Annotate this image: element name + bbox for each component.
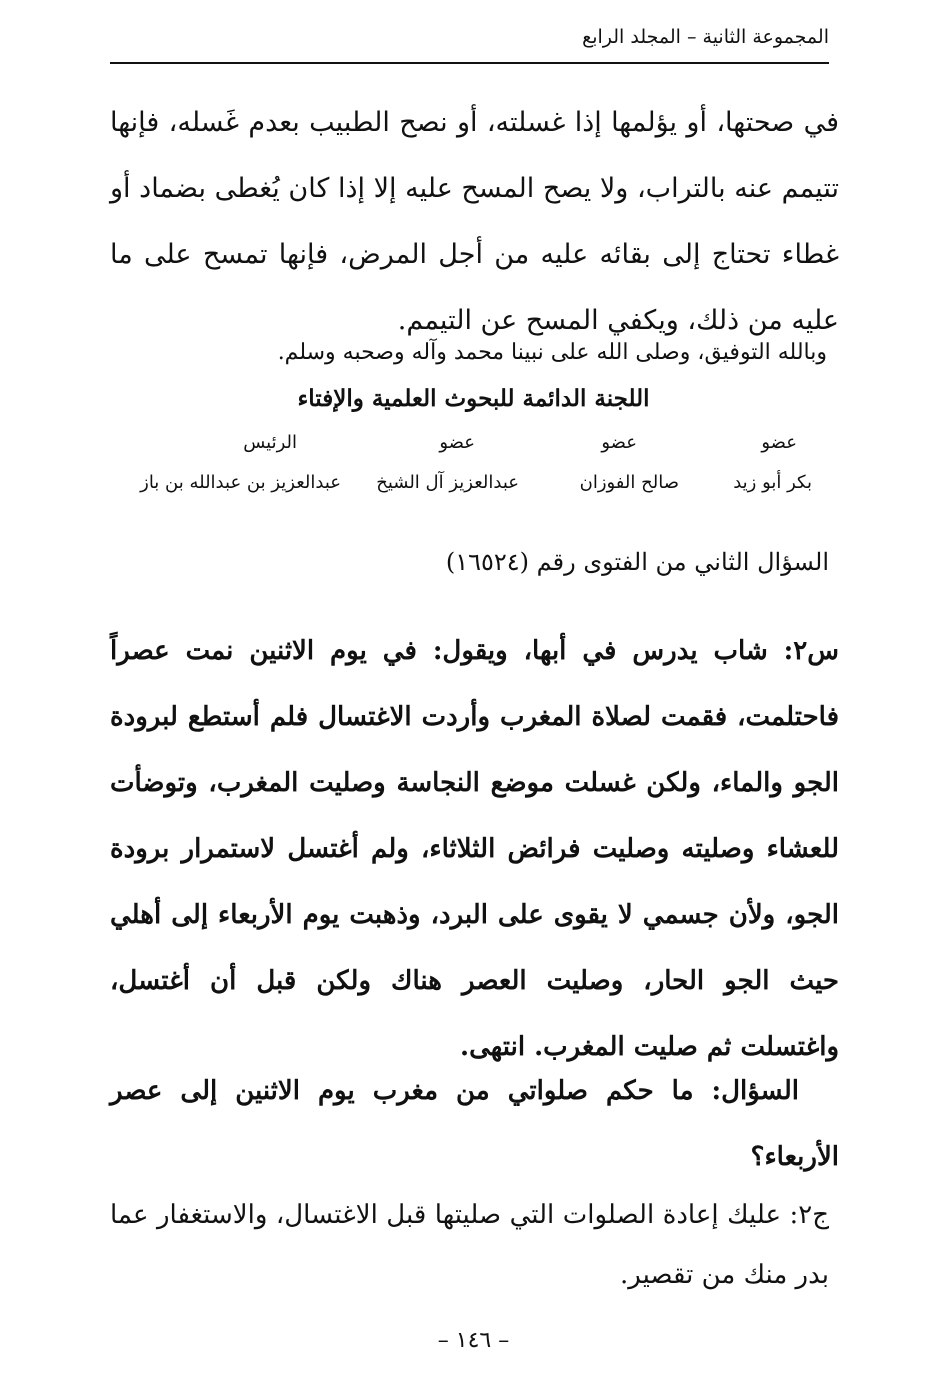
question-text: س٢: شاب يدرس في أبها، ويقول: في يوم الاثنين نمت عصراً فاحتلمت، فقمت لصلاة المغرب وأردت الاغتسال فلم أستطع لبرودة الجو والماء، ولكن غسلت موضع النجاسة وصليت المغرب، وتوضأت للعشاء وصليته وصليت فرائض الثلاثاء، ولم أغتسل لاستمرار برودة الجو، ولأن جسمي لا يقوى على البرد، وذهبت يوم الأربعاء إلى أهلي حيث الجو الحار، وصليت العصر هناك ولكن قبل أن أغتسل، واغتسلت ثم صليت المغرب. انتهى. <box>110 636 839 1062</box>
running-header: المجموعة الثانية – المجلد الرابع <box>582 26 829 48</box>
answer-text: ج٢: عليك إعادة الصلوات التي صليتها قبل الاغتسال، والاستغفار عما بدر منك من تقصير. <box>110 1200 829 1290</box>
closing-line: وبالله التوفيق، وصلى الله على نبينا محمد وآله وصحبه وسلم. <box>277 340 827 365</box>
signatory-name-4: عبدالعزيز بن عبدالله بن باز <box>140 472 341 493</box>
committee-title: اللجنة الدائمة للبحوث العلمية والإفتاء <box>297 385 650 412</box>
question-ask: السؤال: ما حكم صلواتي من مغرب يوم الاثنين إلى عصر الأربعاء؟ <box>110 1076 839 1172</box>
signatory-name-1: بكر أبو زيد <box>733 472 812 493</box>
signatory-title-4: الرئيس <box>243 432 297 453</box>
fatwa-answer-paragraph: في صحتها، أو يؤلمها إذا غسلته، أو نصح الطبيب بعدم غَسله، فإنها تتيمم عنه بالتراب، ولا يصح المسح عليه إلا إذا كان يُغطى بضماد أو غطاء تحتاج إلى بقائه عليه من أجل المرض، فإنها تمسح على ما عليه من ذلك، ويكفي المسح عن التيمم. <box>110 107 839 336</box>
signatory-name-2: صالح الفوزان <box>579 472 679 493</box>
question-heading: السؤال الثاني من الفتوى رقم (١٦٥٢٤) <box>445 548 829 576</box>
header-rule <box>110 62 829 64</box>
signatory-name-3: عبدالعزيز آل الشيخ <box>376 472 519 493</box>
signatory-title-3: عضو <box>439 432 475 453</box>
signatory-title-1: عضو <box>761 432 797 453</box>
signatory-title-2: عضو <box>601 432 637 453</box>
page-number: – ١٤٦ – <box>437 1328 510 1353</box>
